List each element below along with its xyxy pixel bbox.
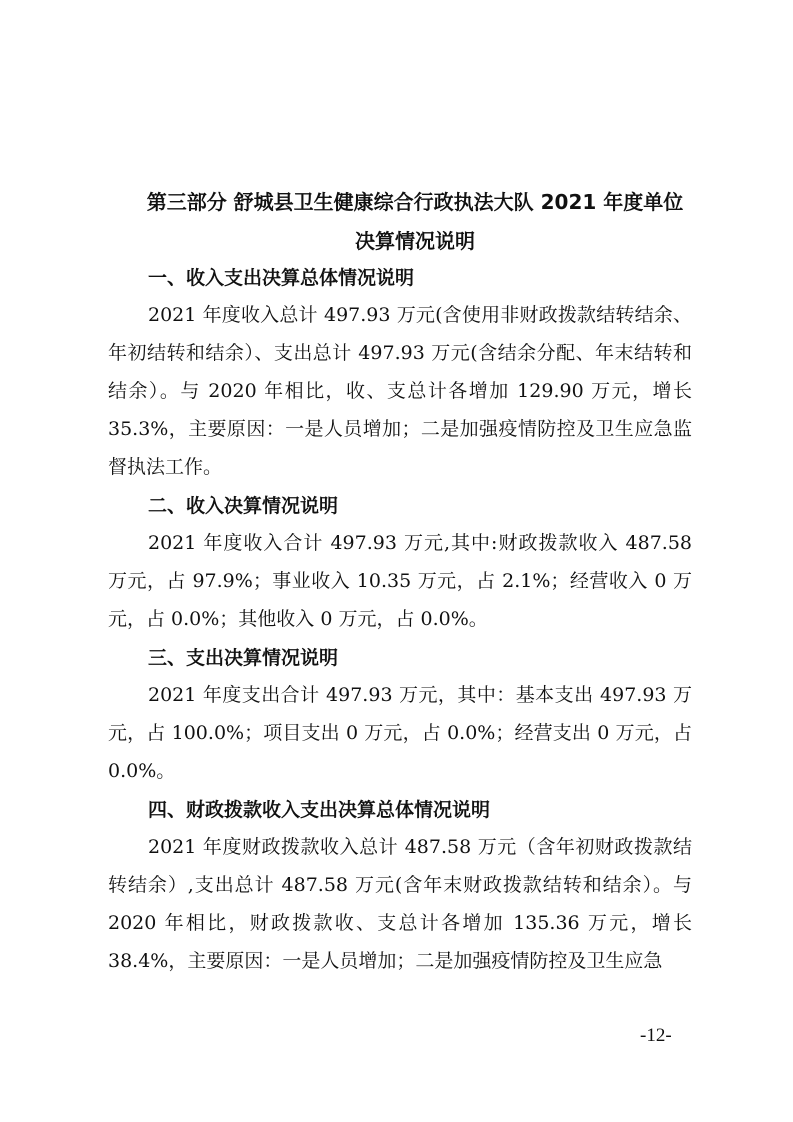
section-1-heading: 一、收入支出决算总体情况说明 [148, 267, 415, 289]
section-2-body: 2021 年度收入合计 497.93 万元,其中:财政拨款收入 487.58 万元，占 97.9%；事业收入 10.35 万元，占 2.1%；经营收入 0 万元，占 0.0%；其他收入 0 万元，占 0.0%。 [108, 532, 692, 630]
section-3-body: 2021 年度支出合计 497.93 万元，其中：基本支出 497.93 万元，占 100.0%；项目支出 0 万元，占 0.0%；经营支出 0 万元，占 0.0%。 [108, 684, 692, 782]
section-3-heading: 三、支出决算情况说明 [148, 647, 339, 669]
page-number: -12- [640, 1025, 672, 1046]
document-title-line-1: 第三部分 舒城县卫生健康综合行政执法大队 2021 年度单位 [146, 190, 684, 214]
section-1-body: 2021 年度收入总计 497.93 万元(含使用非财政拨款结转结余、年初结转和结余）、支出总计 497.93 万元(含结余分配、年末结转和结余）。与 2020 年相比，收、支总计各增加 129.90 万元，增长 35.3%，主要原因：一是人员增加；二是加强疫情防控及卫生应急监督执法工作。 [108, 304, 692, 478]
document-title-line-2: 决算情况说明 [355, 229, 475, 253]
section-4-body: 2021 年度财政拨款收入总计 487.58 万元（含年初财政拨款结转结余）,支出总计 487.58 万元(含年末财政拨款结转和结余）。与 2020 年相比，财政拨款收、支总计各增加 135.36 万元，增长 38.4%，主要原因：一是人员增加；二是加强疫情防控及卫生应急 [108, 836, 692, 972]
section-2-heading: 二、收入决算情况说明 [148, 495, 339, 517]
section-4-heading: 四、财政拨款收入支出决算总体情况说明 [148, 799, 491, 821]
